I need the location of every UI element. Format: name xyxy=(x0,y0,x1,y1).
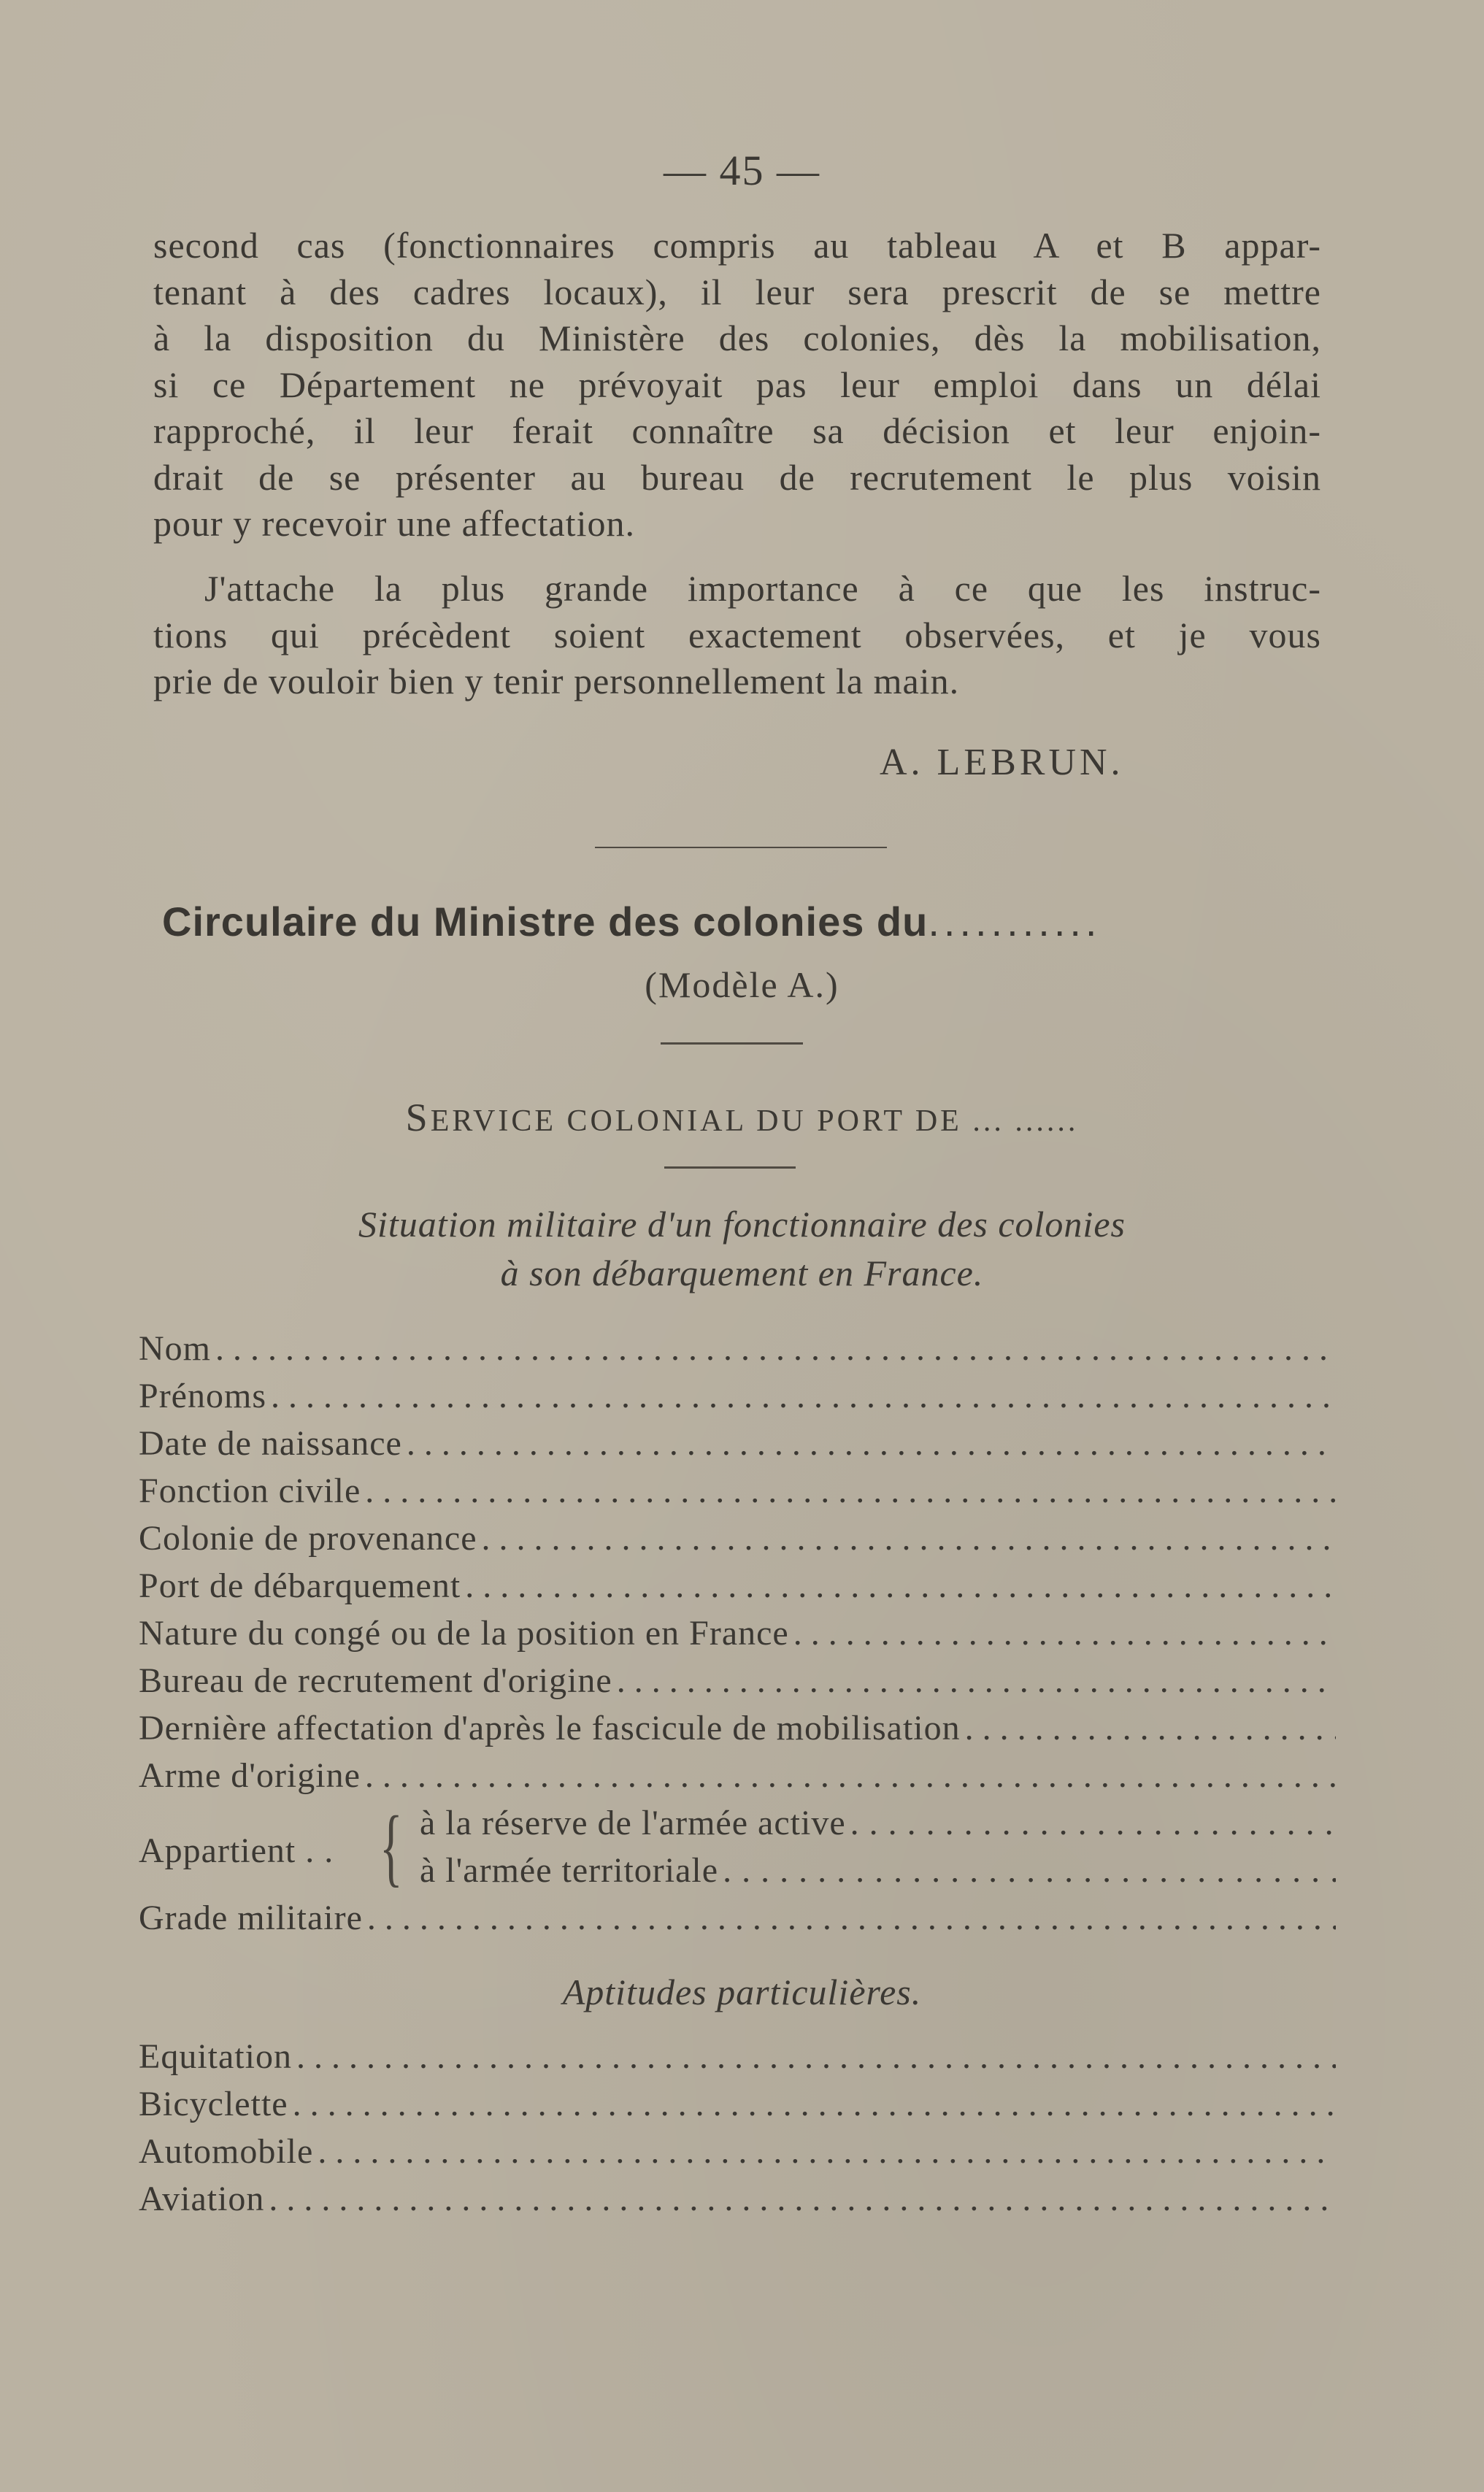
option-reserve-armee-active xyxy=(420,1803,1336,1850)
situation-title-line-2: à son débarquement en France. xyxy=(500,1253,984,1293)
paragraph-line: drait de se présenter au bureau de recrutement le plus voisin xyxy=(153,456,1321,498)
fill-line xyxy=(365,1471,1336,1511)
fill-line xyxy=(367,1898,1336,1938)
field-label: Date de naissance xyxy=(139,1424,402,1463)
fill-line xyxy=(965,1708,1336,1748)
field-label: Prénoms xyxy=(139,1377,266,1415)
paragraph-line: pour y recevoir une affectation. xyxy=(153,503,635,544)
field-equitation xyxy=(139,2037,1336,2083)
field-label: Colonie de provenance xyxy=(139,1519,477,1558)
service-heading xyxy=(0,1095,1484,1140)
short-divider xyxy=(664,1166,796,1169)
paragraph-line: prie de vouloir bien y tenir personnellement la main. xyxy=(153,661,960,701)
circular-title xyxy=(162,898,1102,945)
paragraph-line: tions qui précèdent soient exactement observées, et je vous xyxy=(153,614,1321,655)
field-aviation xyxy=(139,2179,1336,2226)
field-label: Arme d'origine xyxy=(139,1756,361,1795)
closing-paragraph xyxy=(153,566,1321,705)
field-fonction-civile xyxy=(139,1471,1336,1518)
fill-line xyxy=(723,1850,1336,1891)
intro-paragraph xyxy=(153,223,1321,547)
service-initial: S xyxy=(405,1096,431,1139)
fill-line xyxy=(365,1755,1336,1796)
paragraph-line: second cas (fonctionnaires compris au tableau A et B appar- xyxy=(153,225,1321,266)
field-automobile xyxy=(139,2131,1336,2178)
fill-line xyxy=(850,1803,1336,1843)
option-armee-territoriale xyxy=(420,1850,1336,1897)
title-leader-dots: ........... xyxy=(928,899,1102,945)
fill-line xyxy=(296,2037,1336,2077)
fill-line xyxy=(269,2179,1336,2219)
field-date-de-naissance xyxy=(139,1423,1336,1470)
fill-line xyxy=(293,2084,1336,2124)
field-label: Grade militaire xyxy=(139,1899,363,1937)
paragraph-line: rapproché, il leur ferait connaître sa décision et leur enjoin- xyxy=(153,410,1321,451)
paragraph-line: tenant à des cadres locaux), il leur sera prescrit de se mettre xyxy=(153,271,1321,312)
fill-line xyxy=(318,2131,1336,2172)
option-label: à la réserve de l'armée active xyxy=(420,1804,846,1842)
appartient-label: Appartient . . xyxy=(139,1831,334,1870)
field-derniere-affectation xyxy=(139,1708,1336,1755)
option-label: à l'armée territoriale xyxy=(420,1851,719,1890)
circular-title-text: Circulaire du Ministre des colonies du xyxy=(162,899,929,945)
field-label: Aviation xyxy=(139,2180,265,2218)
service-leader-dots: ... ...... xyxy=(972,1104,1079,1138)
short-divider xyxy=(661,1042,803,1045)
field-label: Bureau de recrutement d'origine xyxy=(139,1661,612,1700)
fill-line xyxy=(271,1376,1336,1416)
field-prenoms xyxy=(139,1376,1336,1423)
field-colonie-de-provenance xyxy=(139,1518,1336,1565)
fill-line xyxy=(482,1518,1337,1558)
fill-line xyxy=(465,1566,1336,1606)
field-arme-d-origine xyxy=(139,1755,1336,1802)
brace-symbol: { xyxy=(380,1798,403,1895)
field-nom xyxy=(139,1328,1336,1375)
paragraph-line: si ce Département ne prévoyait pas leur emploi dans un délai xyxy=(153,364,1321,405)
service-heading-text: ERVICE COLONIAL DU PORT DE xyxy=(430,1104,962,1138)
aptitudes-title: Aptitudes particulières. xyxy=(562,1972,922,2012)
field-label: Fonction civile xyxy=(139,1472,361,1510)
section-divider xyxy=(595,847,887,848)
paragraph-line: à la disposition du Ministère des colonies, dès la mobilisation, xyxy=(153,318,1321,358)
signature: A. LEBRUN. xyxy=(880,742,1124,783)
field-nature-du-conge xyxy=(139,1613,1336,1660)
page-number: — 45 — xyxy=(664,147,820,194)
field-label: Automobile xyxy=(139,2132,314,2171)
field-grade-militaire xyxy=(139,1898,1336,1945)
fill-line xyxy=(617,1661,1336,1701)
field-label: Nom xyxy=(139,1329,211,1368)
model-label: (Modèle A.) xyxy=(645,964,839,1005)
field-bicyclette xyxy=(139,2084,1336,2131)
field-label: Equitation xyxy=(139,2037,292,2076)
field-label: Port de débarquement xyxy=(139,1566,461,1605)
field-label: Nature du congé ou de la position en France xyxy=(139,1614,789,1653)
field-label: Dernière affectation d'après le fascicule de mobilisation xyxy=(139,1709,961,1747)
fill-line xyxy=(793,1613,1336,1653)
fill-line xyxy=(215,1328,1336,1369)
fill-line xyxy=(407,1423,1336,1464)
situation-title-line-1: Situation militaire d'un fonctionnaire des colonies xyxy=(358,1204,1126,1245)
field-port-de-debarquement xyxy=(139,1566,1336,1612)
paragraph-line: J'attache la plus grande importance à ce que les instruc- xyxy=(204,568,1321,609)
field-bureau-de-recrutement xyxy=(139,1661,1336,1707)
field-label: Bicyclette xyxy=(139,2085,288,2123)
